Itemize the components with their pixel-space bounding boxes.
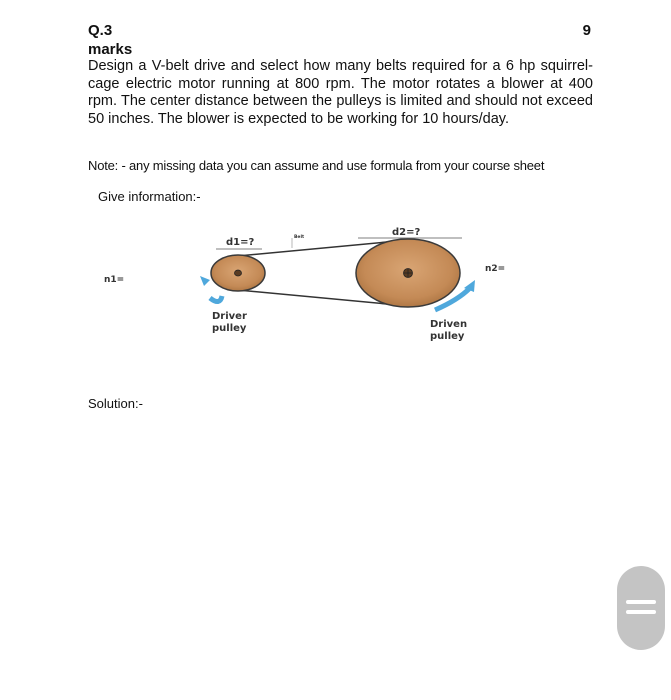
- n1-label: n1=: [104, 275, 125, 285]
- driven-pulley-label-line2: pulley: [430, 331, 465, 342]
- v-belt-drive-diagram: [90, 218, 530, 358]
- scroll-handle-grip-bottom: [626, 610, 656, 614]
- scroll-handle-grip-top: [626, 600, 656, 604]
- question-marks-value: 9: [582, 22, 591, 39]
- give-information-label: Give information:-: [98, 189, 201, 204]
- question-text: Design a V-belt drive and select how many belts required for a 6 hp squirrel-cage electric motor running at 800 rpm. The motor rotates a blower at 400 rpm. The center distance between the pulleys is limited and should not exceed 50 inches. The blower is expected to be working for 10 hours/day.: [88, 58, 593, 127]
- belt-label: Belt: [294, 235, 305, 240]
- solution-label: Solution:-: [88, 396, 143, 411]
- driver-pulley-label-line2: pulley: [212, 323, 247, 334]
- question-marks-label: marks: [88, 41, 133, 58]
- note-text: Note: - any missing data you can assume and use formula from your course sheet: [88, 158, 545, 173]
- d1-label: d1=?: [226, 237, 255, 248]
- driver-rotation-arrowhead: [200, 276, 210, 286]
- driver-pulley-label-line1: Driver: [212, 311, 247, 322]
- driver-pulley-hub: [235, 270, 242, 276]
- d2-label: d2=?: [392, 227, 421, 238]
- driven-pulley-label-line1: Driven: [430, 319, 468, 330]
- question-number: Q.3: [88, 22, 113, 39]
- n2-label: n2=: [485, 264, 506, 274]
- scroll-handle[interactable]: [617, 566, 665, 650]
- driver-rotation-arrow: [210, 296, 222, 302]
